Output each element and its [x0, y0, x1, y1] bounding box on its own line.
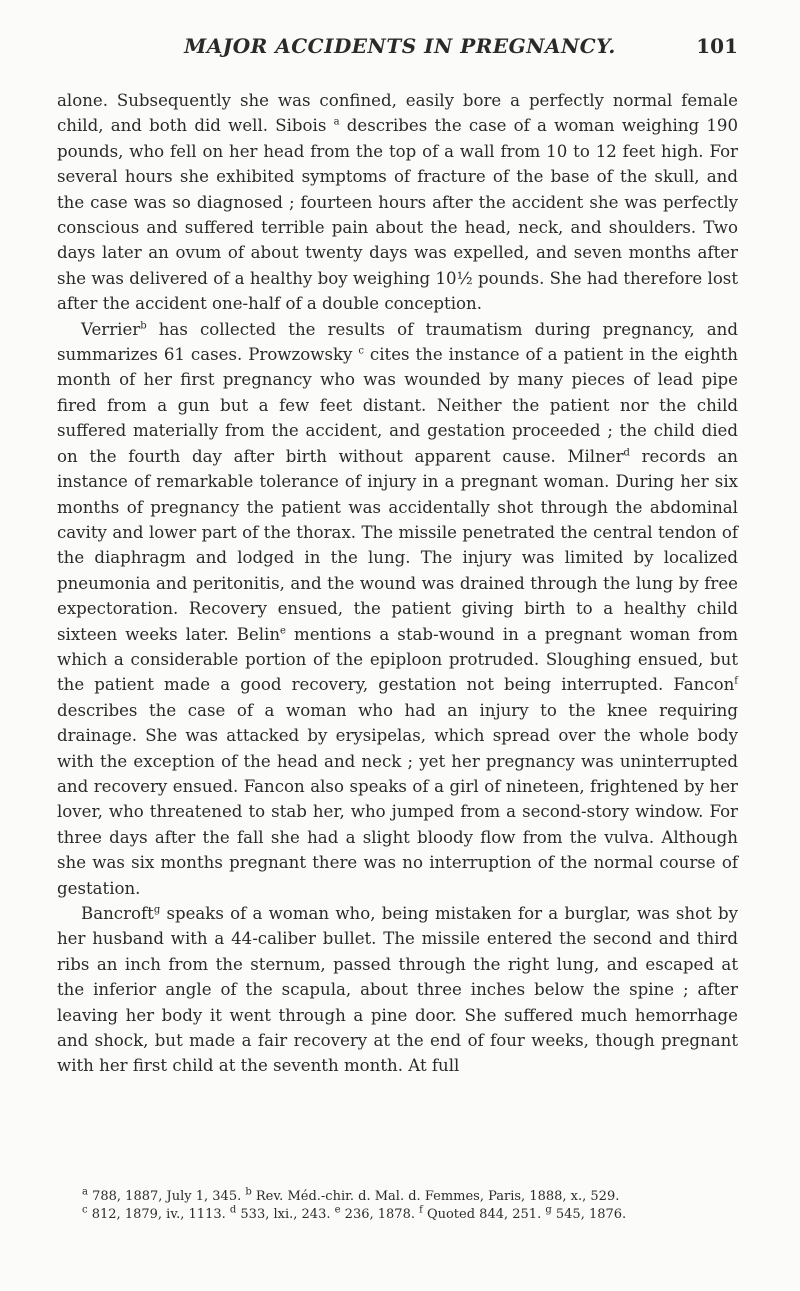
- text-run: 545, 1876.: [551, 1207, 627, 1222]
- text-run: Rev. Méd.-chir. d. Mal. d. Femmes, Paris, 1888, x., 529.: [251, 1189, 620, 1204]
- running-head: MAJOR ACCIDENTS IN PREGNANCY.: [184, 34, 616, 58]
- footnote-marker: e: [280, 625, 286, 636]
- footnote-marker: e: [334, 1204, 341, 1216]
- footnote-marker: c: [358, 345, 364, 357]
- footnote-line: [82, 1188, 742, 1206]
- text-run: describes the case of a woman who had an injury to the knee requiring drainage. She was attacked by erysipelas, which spread over the whole body with the exception of the head and neck ; yet her pregnancy was uninterrupted and recovery ensued. Fancon also speaks of a girl of nineteen, frightened by her lover, who threatened to stab her, who jumped from a second-story window. For three days after the fall she had a slight bloody flow from the vulva. Although she was six months pregnant there was no interruption of the normal course of gestation.: [57, 700, 738, 898]
- text-run: mentions a stab-wound in a pregnant woman from which a considerable portion of the epiploon protruded. Sloughing ensued, but the patient made a good recovery, gestation not being interrupted. Fancon: [57, 624, 738, 695]
- page-number: 101: [696, 34, 738, 58]
- text-run: 812, 1879, iv., 1113.: [87, 1207, 230, 1222]
- paragraph: [57, 317, 738, 901]
- text-run: describes the case of a woman weighing 190 pounds, who fell on her head from the top of a wall from 10 to 12 feet high. For several hours she exhibited symptoms of fracture of the base of the skull, and the case was so diagnosed ; fourteen hours after the accident she was perfectly conscious and suffered terrible pain about the head, neck, and shoulders. Two days later an ovum of about twenty days was expelled, and seven months after she was delivered of a healthy boy weighing 10½ pounds. She had therefore lost after the accident one-half of a double conception.: [57, 116, 739, 314]
- text-run: Bancroft: [81, 904, 154, 923]
- text-run: cites the instance of a patient in the eighth month of her first pregnancy who was wounded by many pieces of lead pipe fired from a gun but a few feet distant. Neither the patient nor the child suffered materially from the accident, and gestation proceeded ; the child died on the fourth day after birth without apparent cause. Milner: [57, 345, 738, 466]
- footnote-marker: f: [734, 675, 738, 687]
- text-run: Verrier: [81, 319, 141, 339]
- footnote-marker: d: [229, 1204, 237, 1216]
- page-header: [60, 34, 740, 64]
- text-run: 236, 1878.: [340, 1207, 420, 1222]
- paragraph: [57, 88, 738, 317]
- text-run: Quoted 844, 251.: [422, 1207, 546, 1222]
- footnote-marker: b: [140, 320, 147, 332]
- text-run: records an instance of remarkable tolerance of injury in a pregnant woman. During her six months of pregnancy the patient was accidentally shot through the abdominal cavity and lower part of the thorax. The missile penetrated the central tendon of the diaphragm and lodged in the lung. The injury was limited by localized pneumonia and peritonitis, and the wound was drained through the lung by free expectoration. Recovery ensued, the patient giving birth to a healthy child sixteen weeks later. Belin: [57, 446, 738, 644]
- footnote-marker: a: [333, 116, 340, 128]
- footnote-marker: a: [82, 1186, 88, 1198]
- footnotes: [82, 1188, 742, 1224]
- text-run: speaks of a woman who, being mistaken for a burglar, was shot by her husband with a 44-caliber bullet. The missile entered the second and third ribs an inch from the sternum, passed through the right lung, and escaped at the inferior angle of the scapula, about three inches below the spine ; after leaving her body it went through a pine door. She suffered much hemorrhage and shock, but made a fair recovery at the end of four weeks, though pregnant with her first child at the seventh month. At full: [57, 904, 738, 1076]
- footnote-line: [82, 1206, 742, 1224]
- text-run: 533, lxi., 243.: [236, 1207, 335, 1222]
- footnote-marker: d: [623, 447, 630, 459]
- footnote-marker: g: [153, 904, 161, 916]
- footnote-marker: b: [245, 1186, 252, 1198]
- footnote-marker: g: [545, 1204, 552, 1216]
- text-run: 788, 1887, July 1, 345.: [87, 1189, 246, 1204]
- footnote-marker: f: [419, 1204, 423, 1216]
- text-run: has collected the results of traumatism during pregnancy, and summarizes 61 cases. Prowzowsky: [57, 319, 738, 365]
- footnote-marker: c: [82, 1204, 88, 1216]
- paragraph: [57, 901, 738, 1079]
- body-text: [57, 88, 738, 1079]
- text-run: alone. Subsequently she was confined, easily bore a perfectly normal female child, and both did well. Sibois: [57, 91, 738, 136]
